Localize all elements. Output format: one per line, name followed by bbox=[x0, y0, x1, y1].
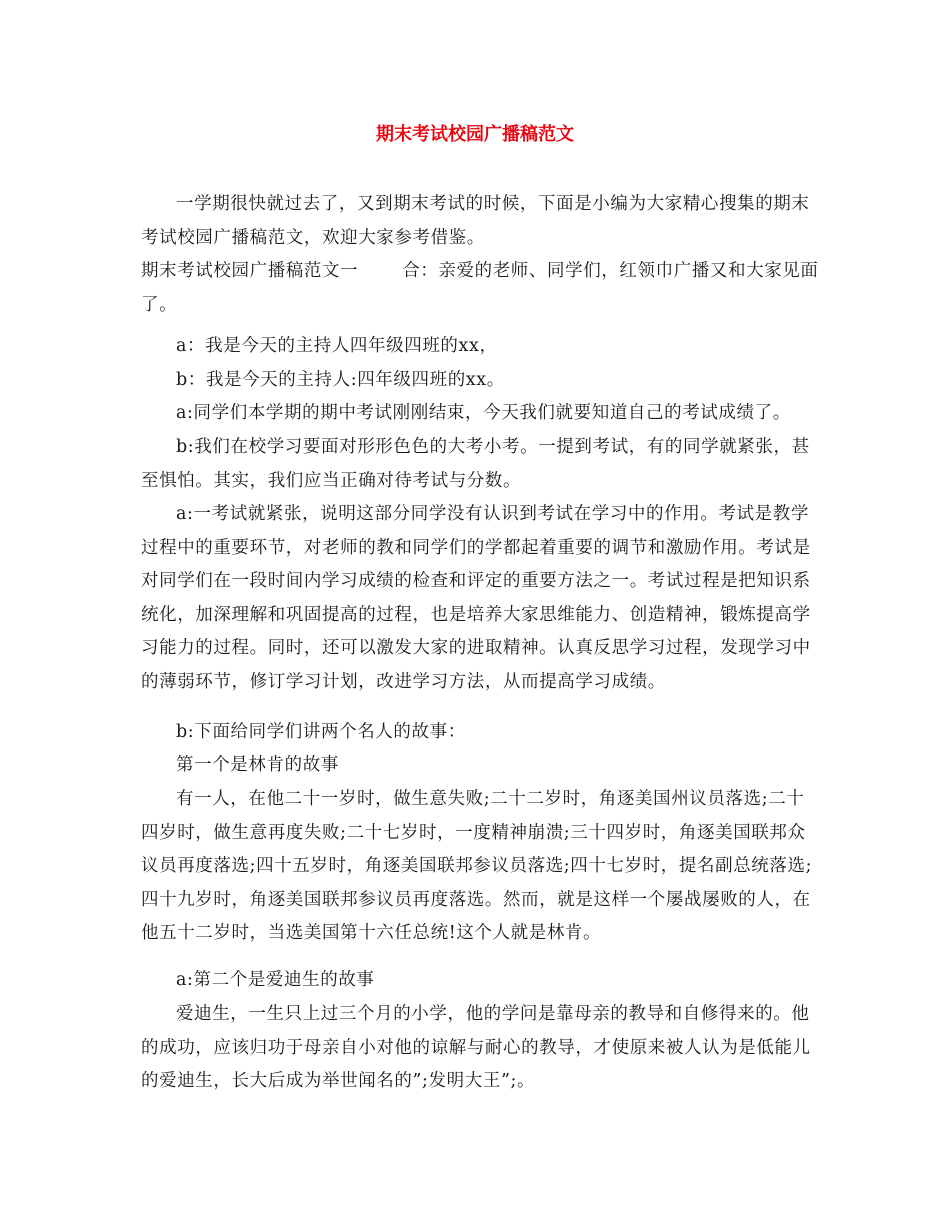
story-heading: a:第二个是爱迪生的故事 bbox=[176, 970, 375, 990]
dialogue-paragraph: a:一考试就紧张，说明这部分同学没有认识到考试在学习中的作用。考试是教学过程中的重要环节，对老师的教和同学们的学都起着重要的调节和激励作用。考试是对同学们在一段时间内学习成绩的检查和评定的重要方法之一。考试过程是把知识系统化，加深理解和巩固提高的过程，也是培养大家思维能力、创造精神，锻炼提高学习能力的过程。同时，还可以激发大家的进取精神。认真反思学习过程，发现学习中的薄弱环节，修订学习计划，改进学习方法，从而提高学习成绩。 bbox=[141, 504, 811, 692]
host-a-line: a：我是今天的主持人四年级四班的xx， bbox=[176, 336, 498, 356]
story-heading: 第一个是林肯的故事 bbox=[176, 755, 339, 775]
dialogue-paragraph: b:我们在校学习要面对形形色色的大考小考。一提到考试，有的同学就紧张，甚至惧怕。其实，我们应当正确对待考试与分数。 bbox=[141, 437, 810, 491]
document-title: 期末考试校园广播稿范文 bbox=[376, 124, 574, 145]
section-heading-line bbox=[141, 255, 821, 322]
dialogue-paragraph: a:同学们本学期的期中考试刚刚结束，今天我们就要知道自己的考试成绩了。 bbox=[176, 403, 791, 423]
host-b-line: b：我是今天的主持人:四年级四班的xx。 bbox=[176, 370, 505, 390]
intro-paragraph: 一学期很快就过去了，又到期末考试的时候，下面是小编为大家精心搜集的期末考试校园广播稿范文，欢迎大家参考借鉴。 bbox=[141, 194, 810, 248]
section-heading: 期末考试校园广播稿范文一 bbox=[141, 261, 359, 281]
dialogue-paragraph: b:下面给同学们讲两个名人的故事： bbox=[176, 722, 466, 742]
chorus-line: 合：亲爱的老师、同学们，红领巾广播又和大家见面了。 bbox=[141, 261, 819, 315]
story-paragraph: 有一人，在他二十一岁时，做生意失败;二十二岁时，角逐美国州议员落选;二十四岁时，做生意再度失败;二十七岁时，一度精神崩溃;三十四岁时，角逐美国联邦众议员再度落选;四十五岁时，角逐美国联邦参议员落选;四十七岁时，提名副总统落选;四十九岁时，角逐美国联邦参议员再度落选。然而，就是这样一个屡战屡败的人，在他五十二岁时，当选美国第十六任总统!这个人就是林肯。 bbox=[141, 789, 813, 943]
story-paragraph: 爱迪生，一生只上过三个月的小学，他的学问是靠母亲的教导和自修得来的。他的成功，应该归功于母亲自小对他的谅解与耐心的教导，才使原来被人认为是低能儿的爱迪生，长大后成为举世闻名的”;发明大王”;。 bbox=[141, 1004, 811, 1091]
